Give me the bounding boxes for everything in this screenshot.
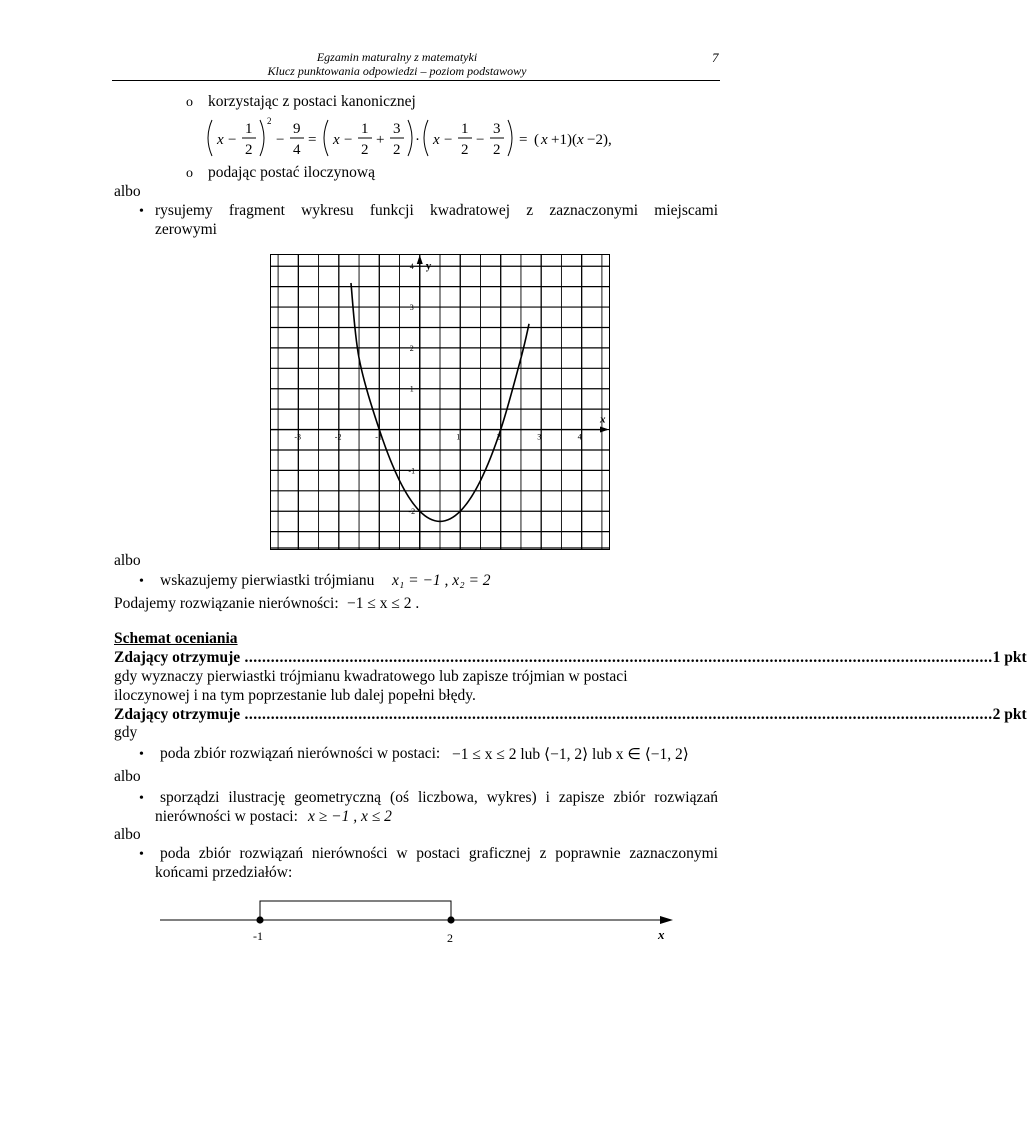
criterion-2-line1: sporządzi ilustrację geometryczną (oś liczbowa, wykres) i zapisze zbiór rozwiązań (160, 789, 718, 806)
svg-text:−2),: −2), (587, 132, 612, 148)
criterion-1-text: poda zbiór rozwiązań nierówności w postaci: (160, 745, 441, 762)
bullet-dot-1: • (139, 204, 144, 219)
svg-text:1: 1 (461, 121, 469, 137)
svg-text:(: ( (534, 132, 539, 148)
y-tick-label: 2 (409, 343, 414, 353)
svg-text:x: x (433, 132, 440, 148)
x-tick-label: 3 (537, 432, 542, 442)
gdy-label: gdy (114, 724, 138, 741)
bullet-dot-5: • (139, 847, 144, 862)
score-row-1 (114, 649, 1027, 667)
score-row-1-desc-2: iloczynowej i na tym poprzestanie lub dalej popełni błędy. (114, 687, 476, 704)
y-tick-label: -2 (408, 507, 416, 517)
svg-text:3: 3 (393, 121, 401, 137)
axis-x-label: x (658, 927, 665, 942)
y-tick-label: 1 (409, 384, 414, 394)
svg-text:·: · (415, 132, 420, 148)
header-subtitle: Klucz punktowania odpowiedzi – poziom podstawowy (267, 64, 527, 78)
roots-text: wskazujemy pierwiastki trójmianu (160, 572, 375, 589)
svg-text:2: 2 (393, 142, 401, 158)
svg-text:−: − (228, 132, 237, 148)
svg-text:x: x (217, 132, 224, 148)
method-canonical-form: korzystając z postaci kanonicznej (208, 93, 416, 110)
leader-dots-1: ........................................................................................................................................................................... (240, 649, 993, 666)
canonical-formula (200, 112, 612, 164)
criterion-3-line2: końcami przedziałów: (155, 864, 293, 881)
svg-text:+1)(: +1)( (551, 132, 577, 148)
svg-text:2: 2 (361, 142, 369, 158)
svg-text:−: − (444, 132, 453, 148)
x-tick-label: -3 (294, 432, 302, 442)
svg-text:2: 2 (461, 142, 469, 158)
svg-text:x: x (333, 132, 340, 148)
criterion-2-line2-text: nierówności w postaci: (155, 808, 298, 825)
header-rule (112, 80, 720, 81)
svg-text:=: = (519, 132, 528, 148)
y-axis-arrow (417, 255, 423, 264)
bullet-dot-3: • (139, 747, 144, 762)
solution-text: Podajemy rozwiązanie nierówności: (114, 595, 339, 612)
svg-text:=: = (308, 132, 317, 148)
svg-text:2: 2 (493, 142, 501, 158)
score-row-1-points: 1 pkt (992, 649, 1027, 666)
leader-dots-2: ........................................................................................................................................................................... (240, 706, 993, 723)
svg-text:2: 2 (245, 142, 253, 158)
method-product-form: podając postać iloczynową (208, 164, 375, 181)
x-tick-label: 4 (577, 432, 582, 442)
svg-text:1: 1 (245, 121, 253, 137)
criterion-2-formula: x ≥ −1 , x ≤ 2 (308, 808, 392, 825)
chart-y-label: y (425, 260, 432, 272)
solution-formula: −1 ≤ x ≤ 2 . (347, 595, 420, 612)
criterion-1-formula: −1 ≤ x ≤ 2 lub ⟨−1, 2⟩ lub x ∈ ⟨−1, 2⟩ (452, 746, 689, 763)
circle-bullet-2: o (186, 166, 193, 181)
number-line-arrow (660, 916, 673, 924)
bullet-dot-4: • (139, 791, 144, 806)
svg-text:−: − (344, 132, 353, 148)
x-tick-label: -2 (334, 432, 342, 442)
svg-text:−: − (476, 132, 485, 148)
left-endpoint-label: -1 (253, 929, 263, 943)
header-title: Egzamin maturalny z matematyki (316, 50, 478, 64)
roots-formula: x₁ = −1 , x₂ = 2 (392, 572, 491, 589)
y-tick-label: -1 (408, 466, 416, 476)
svg-text:9: 9 (293, 121, 301, 137)
method-graph-line2: zerowymi (155, 221, 217, 238)
y-tick-label: 4 (409, 262, 414, 272)
svg-text:+: + (376, 132, 385, 148)
svg-text:2: 2 (267, 116, 272, 126)
svg-text:x: x (577, 132, 584, 148)
method-graph-line1: rysujemy fragment wykresu funkcji kwadratowej z zaznaczonymi miejscami (155, 202, 718, 219)
score-row-1-desc-1: gdy wyznaczy pierwiastki trójmianu kwadratowego lub zapisze trójmian w postaci (114, 668, 628, 685)
score-row-2-label: Zdający otrzymuje (114, 706, 241, 723)
svg-text:−: − (276, 132, 285, 148)
x-axis-arrow (600, 427, 609, 433)
number-line (155, 895, 685, 950)
svg-text:x: x (541, 132, 548, 148)
left-endpoint-dot (256, 916, 263, 923)
schema-title: Schemat oceniania (114, 630, 238, 647)
albo-4: albo (114, 826, 141, 843)
score-row-1-label: Zdający otrzymuje (114, 649, 241, 666)
x-tick-label: 2 (496, 432, 501, 442)
score-row-2-points: 2 pkt (992, 706, 1027, 723)
right-endpoint-dot (447, 916, 454, 923)
svg-text:3: 3 (493, 121, 501, 137)
circle-bullet-1: o (186, 95, 193, 110)
y-tick-label: 3 (409, 303, 414, 313)
score-row-2 (114, 706, 1027, 724)
x-tick-label: 1 (456, 432, 461, 442)
parabola-chart (270, 254, 610, 550)
criterion-3-line1: poda zbiór rozwiązań nierówności w postaci graficznej z poprawnie zaznaczonymi (160, 845, 718, 862)
page-number: 7 (712, 50, 719, 65)
albo-3: albo (114, 768, 141, 785)
right-endpoint-label: 2 (447, 931, 453, 945)
interval-bracket (260, 901, 451, 920)
svg-text:4: 4 (293, 142, 301, 158)
bullet-dot-2: • (139, 574, 144, 589)
albo-2: albo (114, 552, 141, 569)
chart-x-label: x (600, 413, 606, 426)
albo-1: albo (114, 183, 141, 200)
x-tick-label: -1 (375, 432, 382, 442)
svg-text:1: 1 (361, 121, 369, 137)
